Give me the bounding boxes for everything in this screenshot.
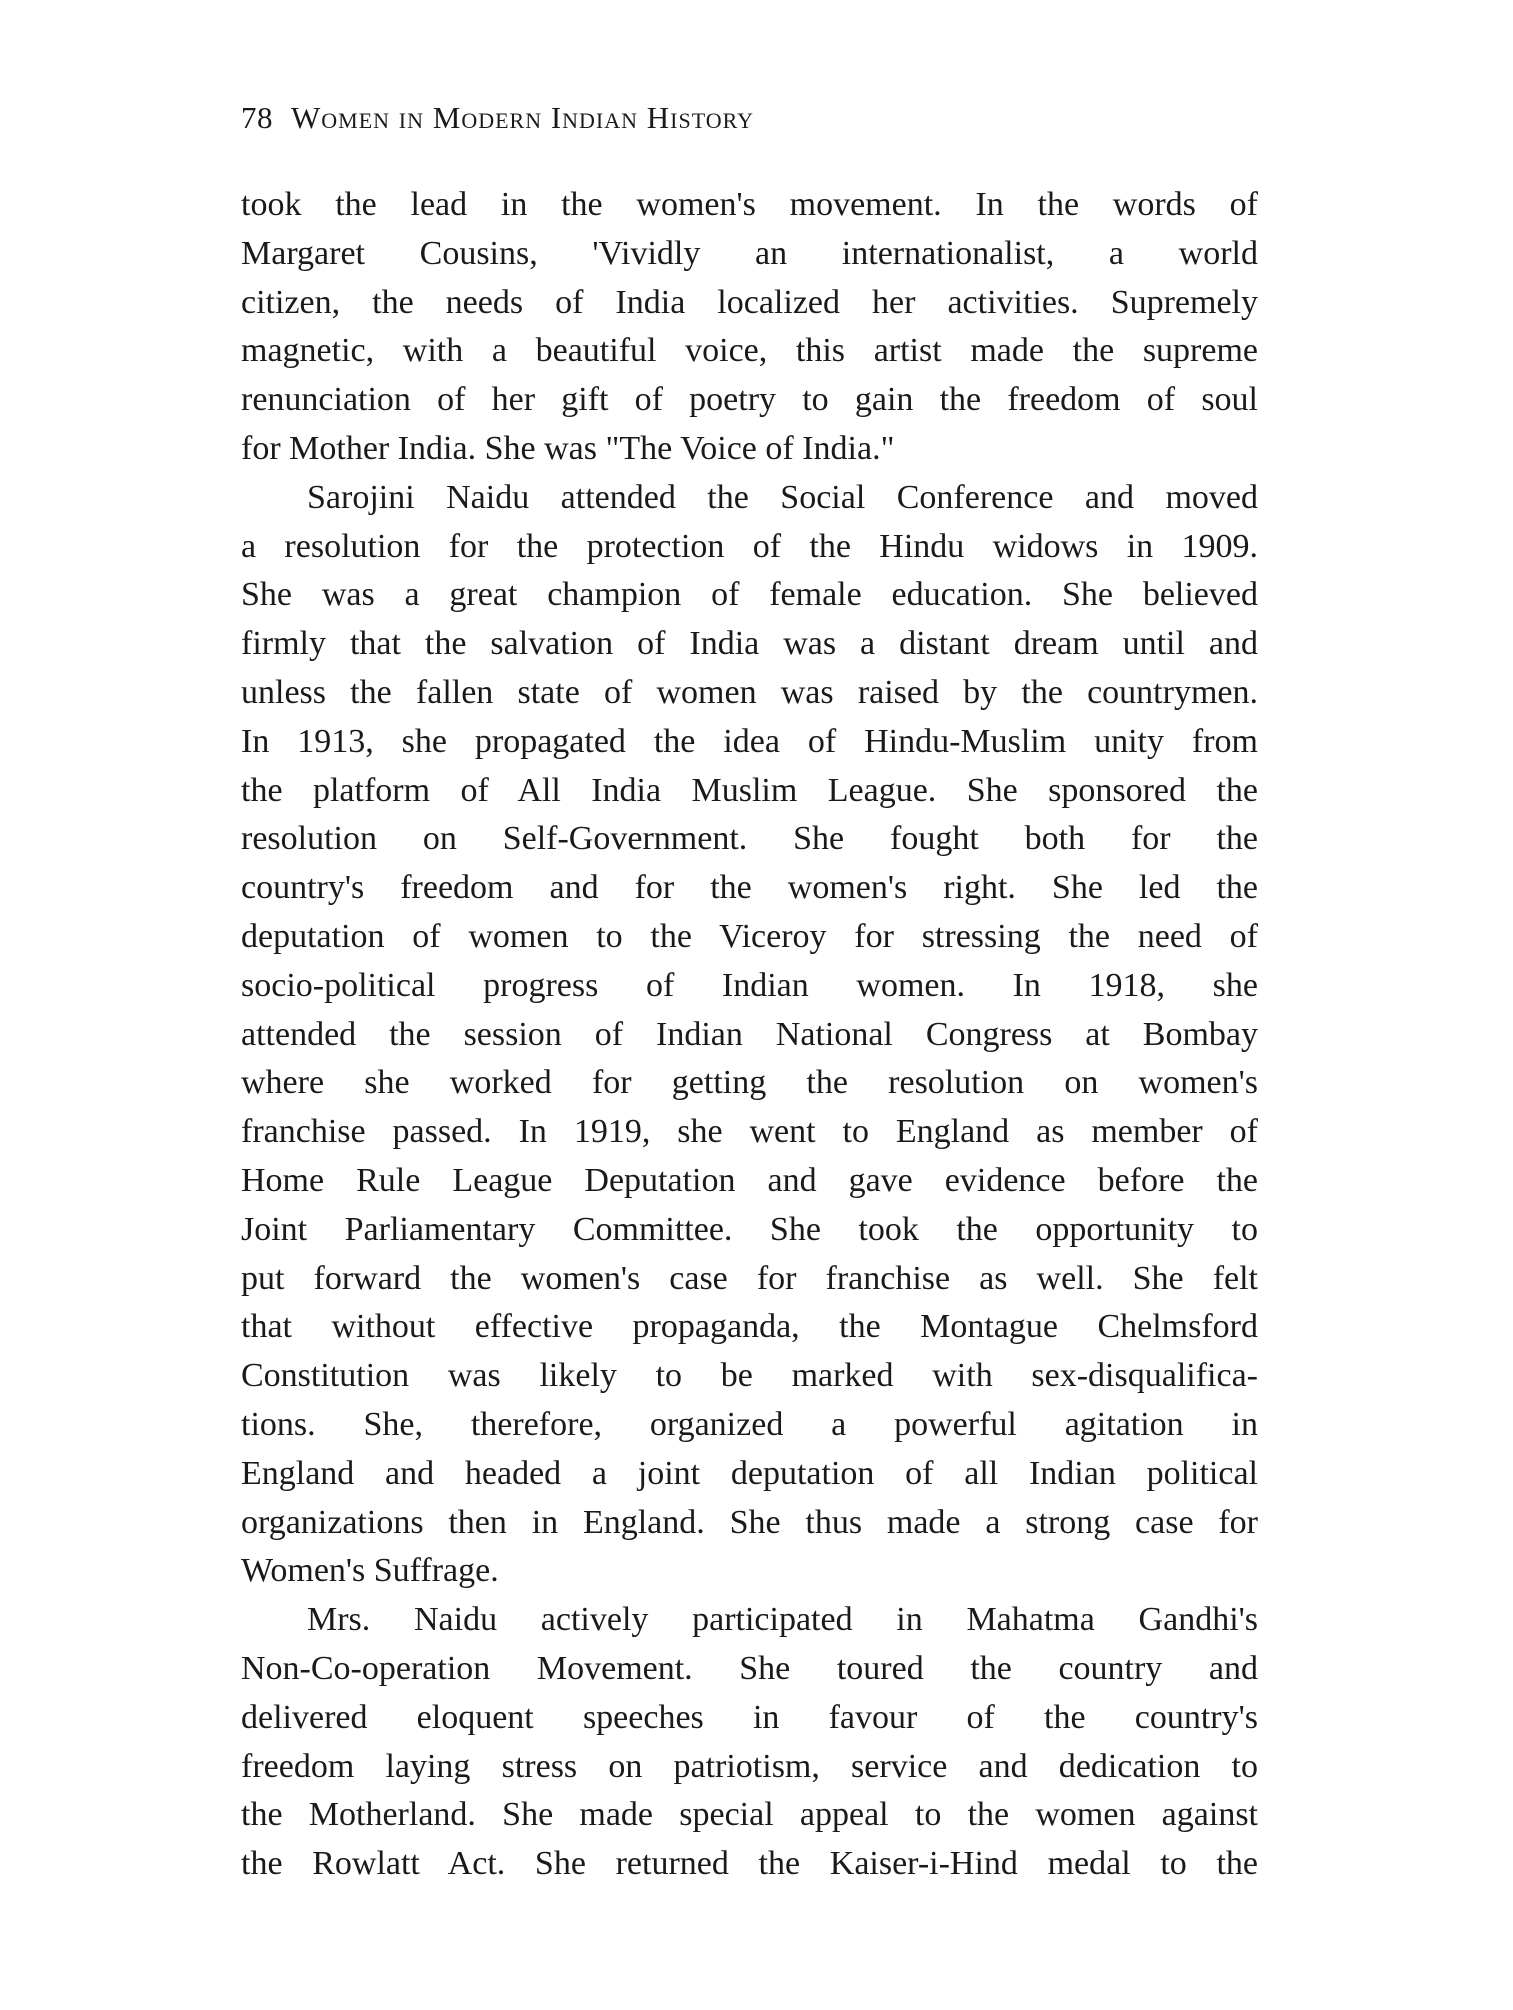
text-line: organizations then in England. She thus made a strong case for bbox=[241, 1503, 1258, 1541]
text-line: put forward the women's case for franchise as well. She felt bbox=[241, 1259, 1258, 1297]
text-line: Constitution was likely to be marked with sex-disqualifica- bbox=[241, 1357, 1258, 1395]
text-line: renunciation of her gift of poetry to gain the freedom of soul bbox=[241, 381, 1258, 419]
text-line: Home Rule League Deputation and gave evidence before the bbox=[241, 1161, 1258, 1199]
text-line: deputation of women to the Viceroy for stressing the need of bbox=[241, 917, 1258, 955]
text-line: for Mother India. She was "The Voice of India." bbox=[241, 429, 895, 467]
text-line: socio-political progress of Indian women. In 1918, she bbox=[241, 966, 1258, 1004]
text-line: a resolution for the protection of the Hindu widows in 1909. bbox=[241, 527, 1258, 565]
text-line: magnetic, with a beautiful voice, this artist made the supreme bbox=[241, 332, 1258, 370]
text-line: the platform of All India Muslim League. She sponsored the bbox=[241, 771, 1258, 809]
text-line: freedom laying stress on patriotism, service and dedication to bbox=[241, 1747, 1258, 1785]
text-line: delivered eloquent speeches in favour of the country's bbox=[241, 1698, 1258, 1736]
text-line: tions. She, therefore, organized a powerful agitation in bbox=[241, 1405, 1258, 1443]
text-line: franchise passed. In 1919, she went to England as member of bbox=[241, 1113, 1258, 1151]
running-head bbox=[241, 98, 1271, 138]
text-line: citizen, the needs of India localized her activities. Supremely bbox=[241, 283, 1258, 321]
text-line: resolution on Self-Government. She fought both for the bbox=[241, 820, 1258, 858]
text-line: Joint Parliamentary Committee. She took the opportunity to bbox=[241, 1210, 1258, 1248]
text-line: Women's Suffrage. bbox=[241, 1552, 499, 1590]
text-line: the Rowlatt Act. She returned the Kaiser-i-Hind medal to the bbox=[241, 1845, 1258, 1883]
text-line: country's freedom and for the women's right. She led the bbox=[241, 869, 1258, 907]
text-line: firmly that the salvation of India was a distant dream until and bbox=[241, 625, 1258, 663]
text-line: the Motherland. She made special appeal to the women against bbox=[241, 1796, 1258, 1834]
page-number: 78 bbox=[241, 100, 273, 135]
book-title: Women in Modern Indian History bbox=[291, 100, 755, 135]
text-line: In 1913, she propagated the idea of Hindu-Muslim unity from bbox=[241, 722, 1258, 760]
text-line: where she worked for getting the resolution on women's bbox=[241, 1064, 1258, 1102]
body-text bbox=[241, 181, 1258, 1889]
text-line: unless the fallen state of women was raised by the countrymen. bbox=[241, 673, 1258, 711]
text-line: Margaret Cousins, 'Vividly an internationalist, a world bbox=[241, 234, 1258, 272]
text-line: Sarojini Naidu attended the Social Conference and moved bbox=[307, 478, 1258, 516]
text-line: attended the session of Indian National Congress at Bombay bbox=[241, 1015, 1258, 1053]
text-line: She was a great champion of female education. She believed bbox=[241, 576, 1258, 614]
text-line: England and headed a joint deputation of all Indian political bbox=[241, 1454, 1258, 1492]
text-line: that without effective propaganda, the Montague Chelmsford bbox=[241, 1308, 1258, 1346]
text-line: Mrs. Naidu actively participated in Mahatma Gandhi's bbox=[307, 1601, 1258, 1639]
text-line: took the lead in the women's movement. In the words of bbox=[241, 186, 1258, 223]
text-line: Non-Co-operation Movement. She toured the country and bbox=[241, 1649, 1258, 1687]
